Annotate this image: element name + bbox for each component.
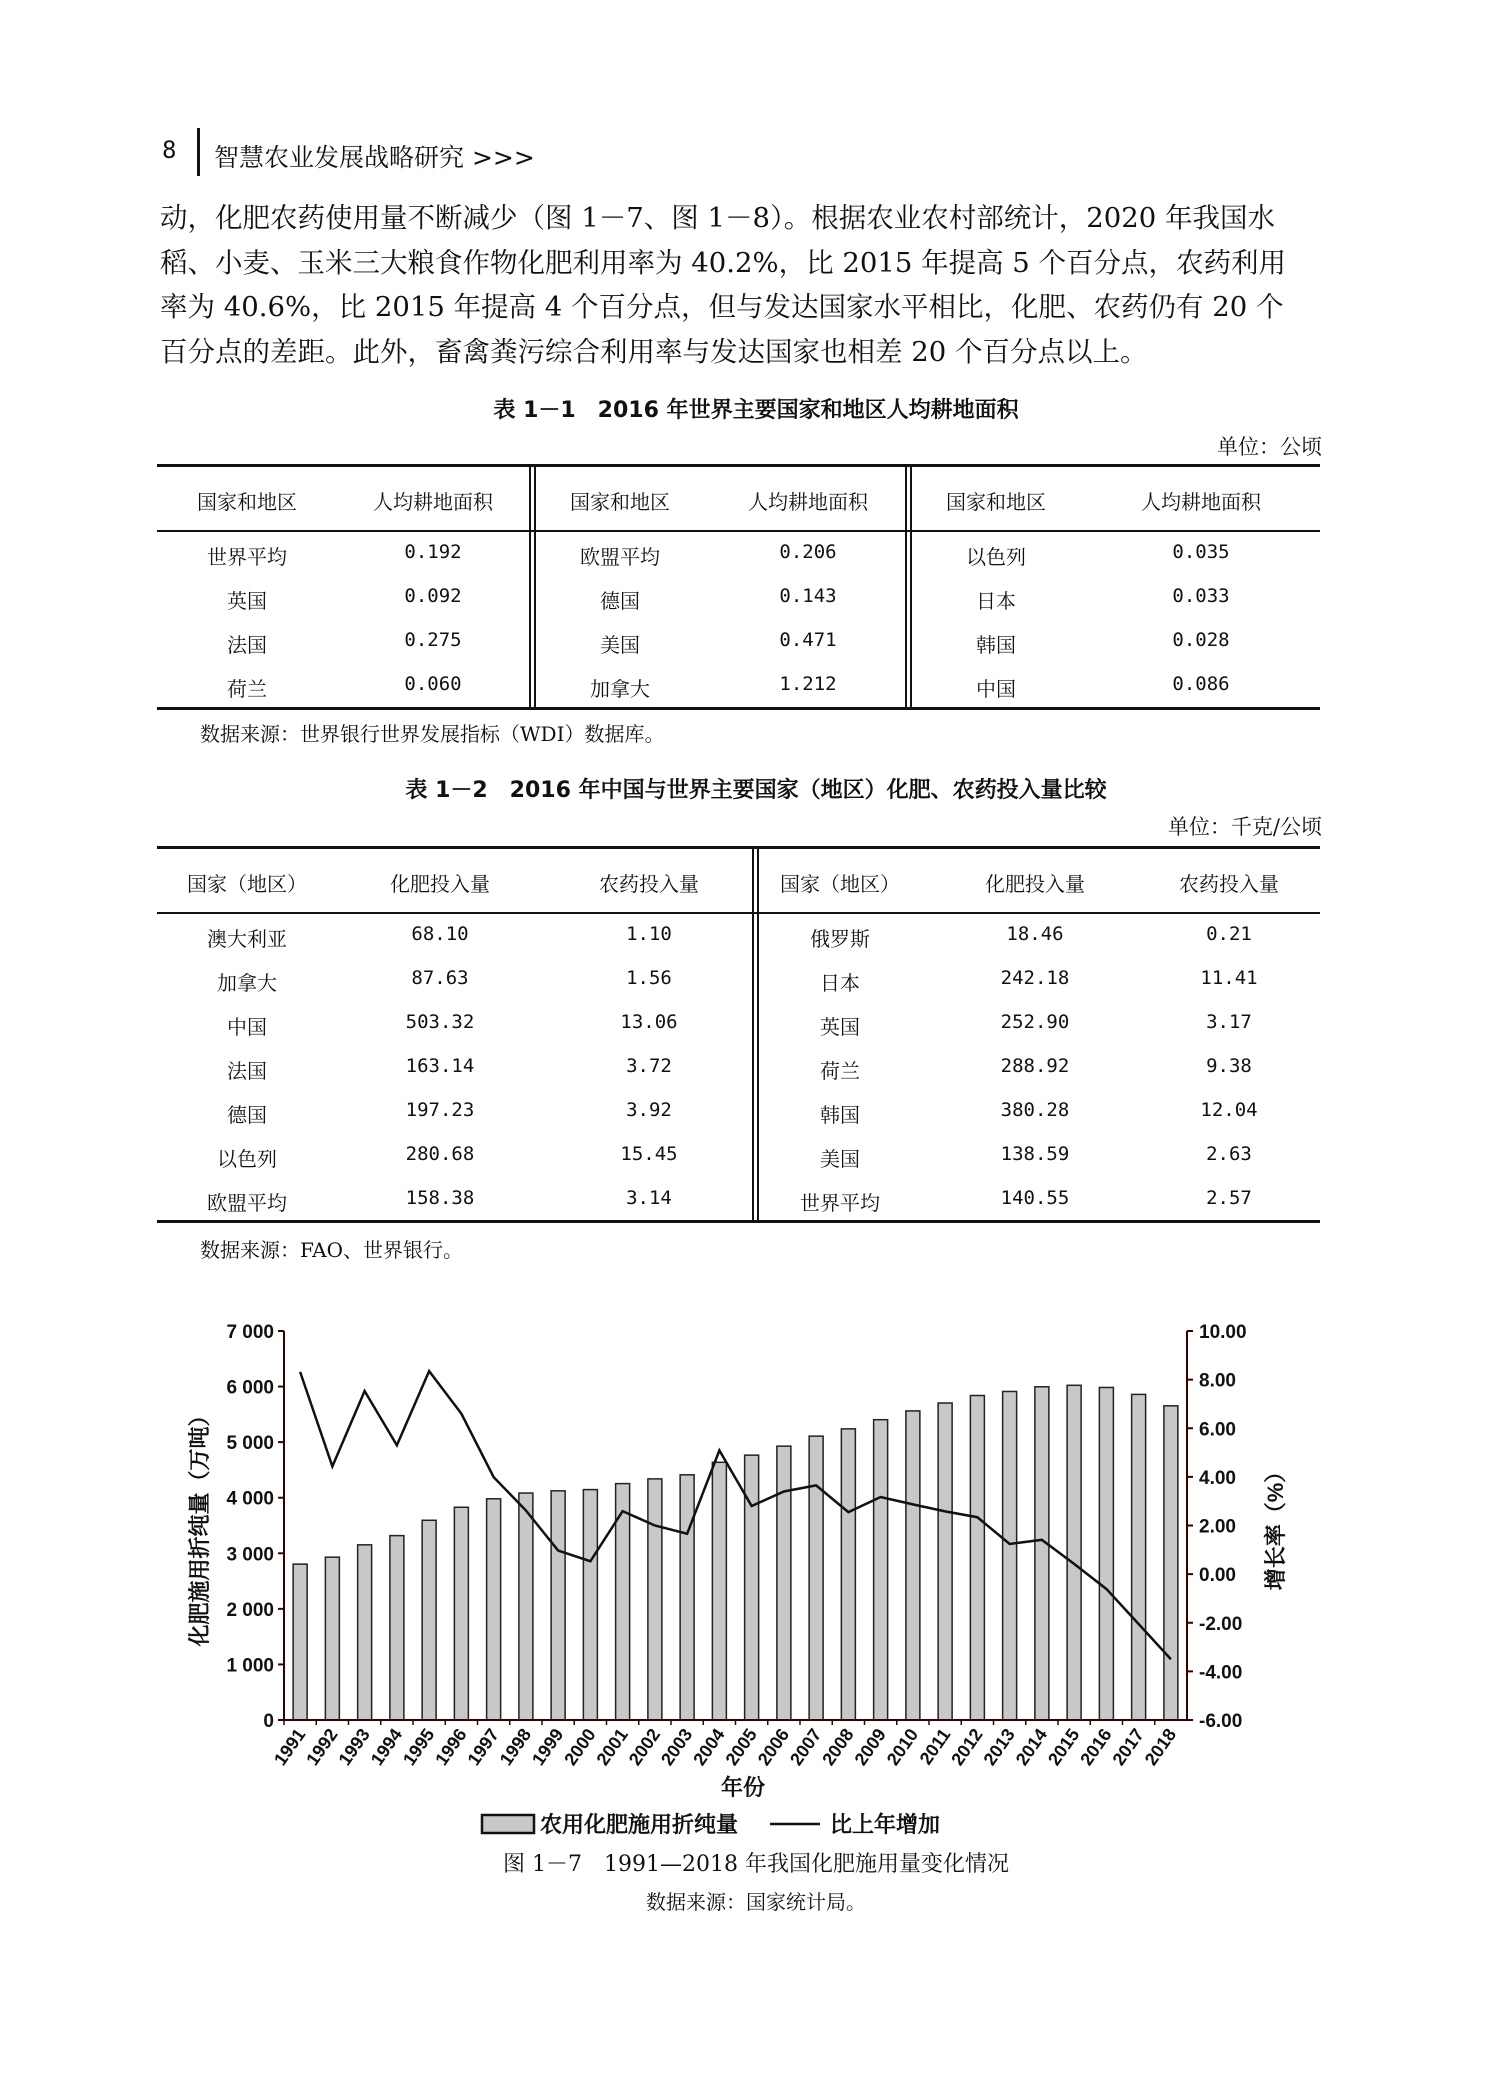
table2-title: 表 1－2 2016 年中国与世界主要国家（地区）化肥、农药投入量比较 <box>405 778 1107 803</box>
column-header: 国家和地区 <box>570 490 670 514</box>
table-cell-value: 12.04 <box>1200 1099 1258 1121</box>
table-cell-value: 11.41 <box>1200 967 1258 989</box>
x-tick-label: 2006 <box>753 1724 794 1770</box>
table-cell-name: 荷兰 <box>227 677 267 701</box>
x-tick-label: 2018 <box>1140 1724 1181 1770</box>
table-cell-value: 0.060 <box>404 673 462 695</box>
table-cell-value: 138.59 <box>1000 1143 1070 1165</box>
bar-1992 <box>325 1557 339 1720</box>
bar-1993 <box>358 1545 372 1720</box>
table-cell-value: 3.17 <box>1206 1011 1252 1033</box>
bar-2010 <box>906 1411 920 1720</box>
table-cell-value: 158.38 <box>405 1187 475 1209</box>
table-cell-name: 日本 <box>820 971 860 995</box>
bar-2011 <box>938 1403 952 1720</box>
table-cell-name: 英国 <box>227 589 267 613</box>
bar-2003 <box>680 1475 694 1720</box>
paragraph-line: 百分点的差距。此外，畜禽粪污综合利用率与发达国家也相差 20 个百分点以上。 <box>160 335 1148 368</box>
table-cell-value: 0.092 <box>404 585 462 607</box>
table-cell-value: 140.55 <box>1000 1187 1070 1209</box>
table-cell-name: 以色列 <box>966 545 1026 569</box>
table-cell-value: 163.14 <box>405 1055 475 1077</box>
right-tick-label: 4.00 <box>1199 1467 1236 1489</box>
right-tick-label: 8.00 <box>1199 1370 1236 1392</box>
left-tick-label: 6 000 <box>226 1377 274 1399</box>
table-cell-value: 252.90 <box>1000 1011 1070 1033</box>
bar-2006 <box>777 1446 791 1720</box>
bar-2018 <box>1164 1406 1178 1720</box>
x-tick-label: 1993 <box>334 1724 374 1770</box>
bar-2017 <box>1132 1394 1146 1720</box>
table-cell-value: 3.92 <box>626 1099 672 1121</box>
column-header: 人均耕地面积 <box>748 490 868 514</box>
x-tick-label: 1994 <box>366 1724 407 1770</box>
left-tick-label: 0 <box>263 1711 274 1732</box>
table-cell-value: 2.57 <box>1206 1187 1252 1209</box>
table-cell-value: 0.21 <box>1206 923 1252 945</box>
bar-1997 <box>487 1499 501 1720</box>
table1-title: 表 1－1 2016 年世界主要国家和地区人均耕地面积 <box>493 398 1019 423</box>
bar-2005 <box>745 1455 759 1720</box>
bar-1998 <box>519 1493 533 1720</box>
x-tick-label: 2011 <box>915 1724 955 1769</box>
left-tick-label: 1 000 <box>226 1655 274 1677</box>
left-axis-title: 化肥施用折纯量（万吨） <box>187 1404 212 1647</box>
right-tick-label: 2.00 <box>1199 1516 1236 1538</box>
figure-caption: 图 1－7 1991—2018 年我国化肥施用量变化情况 <box>503 1852 1009 1877</box>
table-cell-name: 加拿大 <box>590 677 650 701</box>
table-cell-name: 英国 <box>820 1015 860 1039</box>
column-header: 人均耕地面积 <box>1141 490 1261 514</box>
table-cell-name: 荷兰 <box>820 1059 860 1083</box>
table-cell-value: 9.38 <box>1206 1055 1252 1077</box>
column-header: 国家（地区） <box>780 872 900 896</box>
bar-2015 <box>1067 1385 1081 1720</box>
right-tick-label: 6.00 <box>1199 1419 1236 1441</box>
table-cell-name: 世界平均 <box>207 545 287 569</box>
bar-1999 <box>551 1491 565 1720</box>
x-tick-label: 2009 <box>850 1724 890 1770</box>
figure-source: 数据来源：国家统计局。 <box>646 1890 866 1914</box>
table-cell-name: 中国 <box>976 677 1016 701</box>
table-cell-value: 1.56 <box>626 967 672 989</box>
bar-2004 <box>712 1462 726 1720</box>
table-cell-value: 0.035 <box>1172 541 1230 563</box>
table-cell-name: 美国 <box>820 1147 860 1171</box>
paragraph-line: 率为 40.6%，比 2015 年提高 4 个百分点，但与发达国家水平相比，化肥、农药仍有 20 个 <box>160 291 1284 323</box>
table-cell-value: 0.206 <box>779 541 837 563</box>
bar-1996 <box>454 1507 468 1720</box>
paragraph-line: 动，化肥农药使用量不断减少（图 1－7、图 1－8）。根据农业农村部统计，2020 年我国水 <box>160 202 1275 234</box>
table-cell-name: 世界平均 <box>800 1191 880 1215</box>
x-tick-label: 1995 <box>399 1724 439 1770</box>
table-cell-value: 3.72 <box>626 1055 672 1077</box>
book-title: 智慧农业发展战略研究 >>> <box>214 143 535 172</box>
left-tick-label: 3 000 <box>226 1544 274 1566</box>
table-cell-name: 加拿大 <box>217 971 277 995</box>
bar-1995 <box>422 1520 436 1720</box>
bar-2016 <box>1099 1387 1113 1720</box>
x-tick-label: 1997 <box>463 1724 503 1770</box>
table-cell-value: 242.18 <box>1000 967 1070 989</box>
table-cell-value: 0.028 <box>1172 629 1230 651</box>
table-cell-value: 288.92 <box>1000 1055 1070 1077</box>
x-tick-label: 1999 <box>528 1724 568 1770</box>
table-cell-value: 1.212 <box>779 673 837 695</box>
table-cell-name: 日本 <box>976 589 1016 613</box>
bar-1991 <box>293 1564 307 1720</box>
x-tick-label: 2017 <box>1108 1724 1148 1770</box>
table-cell-value: 13.06 <box>620 1011 678 1033</box>
right-tick-label: 0.00 <box>1199 1565 1236 1587</box>
left-tick-label: 7 000 <box>226 1322 274 1343</box>
page-number: 8 <box>162 136 177 164</box>
x-tick-label: 1998 <box>495 1724 536 1770</box>
table-cell-value: 0.033 <box>1172 585 1230 607</box>
table-cell-name: 法国 <box>227 1059 267 1083</box>
table-cell-value: 380.28 <box>1000 1099 1070 1121</box>
table-cell-value: 0.192 <box>404 541 462 563</box>
x-tick-label: 1991 <box>270 1724 310 1770</box>
x-tick-label: 2004 <box>689 1724 729 1770</box>
table-cell-name: 韩国 <box>820 1103 860 1127</box>
column-header: 化肥投入量 <box>390 872 490 896</box>
x-tick-label: 2000 <box>560 1724 600 1770</box>
table-cell-name: 俄罗斯 <box>810 927 870 951</box>
table-cell-name: 法国 <box>227 633 267 657</box>
column-header: 化肥投入量 <box>985 872 1085 896</box>
column-header: 国家和地区 <box>197 490 297 514</box>
table-cell-value: 0.471 <box>779 629 837 651</box>
table2-unit: 单位：千克/公顷 <box>1167 815 1322 839</box>
x-tick-label: 2008 <box>818 1724 858 1770</box>
column-header: 农药投入量 <box>599 872 699 896</box>
x-axis-title: 年份 <box>720 1775 766 1800</box>
table-cell-value: 197.23 <box>405 1099 475 1121</box>
table-cell-name: 韩国 <box>976 633 1016 657</box>
table-cell-value: 68.10 <box>411 923 469 945</box>
table1-source: 数据来源：世界银行世界发展指标（WDI）数据库。 <box>200 722 665 746</box>
x-tick-label: 2012 <box>947 1724 987 1770</box>
column-header: 农药投入量 <box>1179 872 1279 896</box>
right-tick-label: -4.00 <box>1199 1662 1243 1684</box>
table-cell-value: 87.63 <box>411 967 469 989</box>
bar-2009 <box>874 1420 888 1720</box>
x-tick-label: 2010 <box>882 1724 923 1770</box>
bar-1994 <box>390 1536 404 1720</box>
table-cell-name: 欧盟平均 <box>580 545 660 569</box>
bar-2000 <box>583 1490 597 1720</box>
table-cell-name: 欧盟平均 <box>207 1191 287 1215</box>
legend-line-label: 比上年增加 <box>830 1812 941 1837</box>
table-cell-value: 0.275 <box>404 629 462 651</box>
table-cell-name: 澳大利亚 <box>207 927 287 951</box>
table-cell-name: 德国 <box>227 1103 267 1127</box>
bar-2013 <box>1003 1391 1017 1720</box>
table-cell-value: 503.32 <box>405 1011 475 1033</box>
left-tick-label: 4 000 <box>226 1488 274 1510</box>
right-axis-title: 增长率（%） <box>1263 1460 1288 1591</box>
x-tick-label: 2005 <box>721 1724 761 1770</box>
x-tick-label: 2016 <box>1076 1724 1116 1770</box>
table-cell-value: 15.45 <box>620 1143 678 1165</box>
column-header: 国家和地区 <box>946 490 1046 514</box>
bar-2002 <box>648 1479 662 1720</box>
column-header: 人均耕地面积 <box>373 490 493 514</box>
bar-2008 <box>841 1429 855 1720</box>
x-tick-label: 2007 <box>786 1724 826 1770</box>
table-cell-value: 18.46 <box>1006 923 1064 945</box>
table2-source: 数据来源：FAO、世界银行。 <box>200 1238 463 1262</box>
table-cell-name: 中国 <box>227 1015 267 1039</box>
x-tick-label: 1996 <box>431 1724 471 1770</box>
table1-unit: 单位：公顷 <box>1217 435 1322 459</box>
table-cell-name: 美国 <box>600 633 640 657</box>
left-tick-label: 2 000 <box>226 1599 274 1621</box>
legend-bar-label: 农用化肥施用折纯量 <box>540 1812 739 1837</box>
paragraph-line: 稻、小麦、玉米三大粮食作物化肥利用率为 40.2%，比 2015 年提高 5 个百分点，农药利用 <box>160 246 1287 279</box>
x-tick-label: 1992 <box>302 1724 342 1770</box>
bar-2014 <box>1035 1387 1049 1720</box>
table-cell-name: 德国 <box>600 589 640 613</box>
x-tick-label: 2002 <box>624 1724 665 1770</box>
table-cell-value: 3.14 <box>626 1187 672 1209</box>
left-tick-label: 5 000 <box>226 1433 274 1455</box>
table-cell-value: 0.143 <box>779 585 837 607</box>
table-cell-value: 280.68 <box>405 1143 475 1165</box>
legend-bar-swatch <box>482 1815 534 1833</box>
table-cell-value: 1.10 <box>626 923 672 945</box>
x-tick-label: 2015 <box>1044 1724 1084 1770</box>
table-cell-name: 以色列 <box>217 1147 277 1171</box>
bar-2007 <box>809 1436 823 1720</box>
x-tick-label: 2001 <box>592 1724 632 1770</box>
column-header: 国家（地区） <box>187 872 307 896</box>
table-cell-value: 2.63 <box>1206 1143 1252 1165</box>
right-tick-label: -6.00 <box>1199 1711 1243 1732</box>
x-tick-label: 2014 <box>1011 1724 1052 1770</box>
table-cell-value: 0.086 <box>1172 673 1230 695</box>
x-tick-label: 2003 <box>657 1724 697 1770</box>
right-tick-label: 10.00 <box>1199 1322 1247 1343</box>
x-tick-label: 2013 <box>979 1724 1019 1770</box>
bar-2012 <box>970 1396 984 1720</box>
right-tick-label: -2.00 <box>1199 1613 1243 1635</box>
